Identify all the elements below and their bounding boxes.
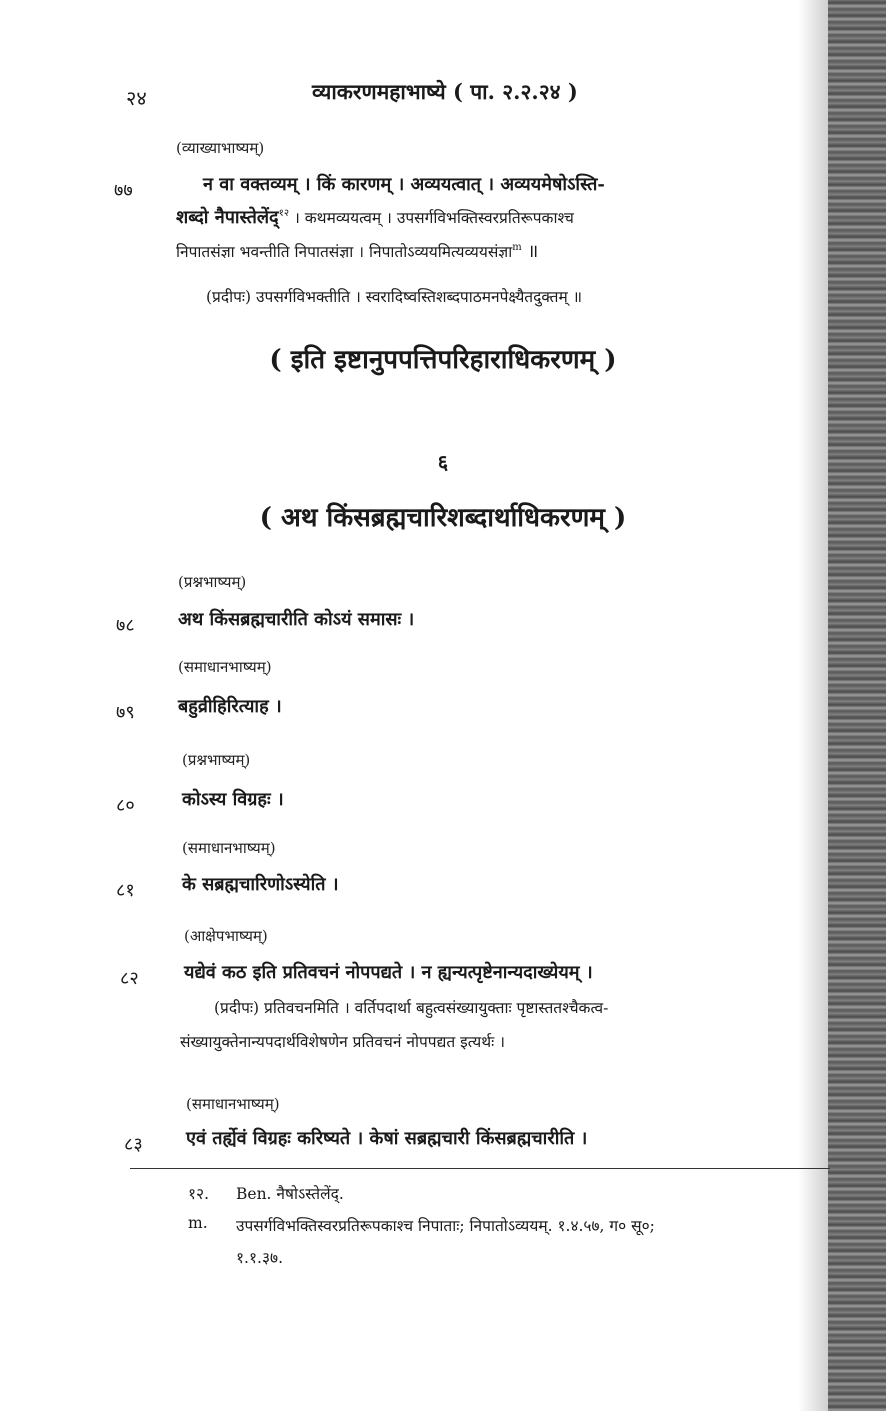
footnote-label: m. — [188, 1214, 208, 1232]
opening-section-title: ( अथ किंसब्रह्मचारिशब्दार्थाधिकरणम् ) — [259, 503, 627, 533]
section-tag: (आक्षेपभाष्यम्) — [184, 927, 268, 945]
paragraph-line: एवं तर्ह्येवं विग्रहः करिष्यते । केषां सब्रह्मचारी किंसब्रह्मचारीति । — [186, 1128, 588, 1149]
text-span: ॥ — [521, 241, 539, 262]
footnote-divider — [130, 1168, 830, 1169]
paragraph-line: यद्येवं कठ इति प्रतिवचनं नोपपद्यते । न ह्यन्यत्पृष्टेनान्यदाख्येयम् । — [184, 962, 593, 983]
pradipa-commentary: संख्यायुक्तेनान्यपदार्थविशेषणेन प्रतिवचनं नोपपद्यत इत्यर्थः । — [180, 1033, 506, 1051]
section-tag: (प्रश्नभाष्यम्) — [178, 573, 247, 591]
pradipa-commentary: (प्रदीपः) प्रतिवचनमिति । वर्तिपदार्था बहुत्वसंख्यायुक्ताः पृष्टास्ततश्चैकत्व- — [214, 999, 609, 1017]
footnote-ref: m — [512, 242, 522, 253]
section-tag: (व्याख्याभाष्यम्) — [176, 139, 265, 157]
text-span: शब्दो नैपास्तेलेंद् — [176, 207, 279, 228]
paragraph-line — [176, 239, 538, 263]
footnote-ref: १२ — [278, 208, 290, 219]
footnote-label: १२. — [188, 1185, 210, 1203]
section-tag: (समाधानभाष्यम्) — [186, 1095, 280, 1113]
paragraph-number: ७७ — [114, 180, 133, 201]
paragraph-line: कोऽस्य विग्रहः । — [182, 789, 284, 810]
footnote-text: १.१.३७. — [236, 1249, 284, 1267]
paragraph-number: ७९ — [116, 702, 135, 723]
paragraph-line — [176, 205, 574, 229]
paragraph-number: ८३ — [124, 1134, 143, 1155]
section-tag: (समाधानभाष्यम्) — [178, 658, 272, 676]
paragraph-number: ८२ — [120, 968, 139, 989]
footnote-text: Ben. नैषोऽस्तेलेंद्. — [236, 1185, 344, 1203]
paragraph-number: ८१ — [116, 880, 135, 901]
text-span: निपातसंज्ञा भवन्तीति निपातसंज्ञा । निपातोऽव्ययमित्यव्ययसंज्ञा — [176, 243, 513, 261]
page-edge-fade — [798, 0, 828, 1411]
paragraph-line: अथ किंसब्रह्मचारीति कोऽयं समासः । — [178, 609, 415, 630]
section-tag: (प्रश्नभाष्यम्) — [182, 751, 251, 769]
section-number: ६ — [437, 450, 449, 474]
running-title: व्याकरणमहाभाष्ये ( पा. २.२.२४ ) — [312, 79, 578, 104]
paragraph-number: ७८ — [116, 615, 135, 636]
paragraph-line: न वा वक्तव्यम् । किं कारणम् । अव्ययत्वात् । अव्ययमेषोऽस्ति- — [203, 174, 605, 195]
section-tag: (समाधानभाष्यम्) — [182, 839, 276, 857]
paragraph-line: के सब्रह्मचारिणोऽस्येति । — [182, 874, 339, 895]
paragraph-number: ८० — [116, 795, 135, 816]
paragraph-line: बहुव्रीहिरित्याह । — [178, 696, 282, 717]
footnote-text: उपसर्गविभक्तिस्वरप्रतिरूपकाश्च निपाताः; निपातोऽव्ययम्. १.४.५७, ग० सू०; — [236, 1217, 655, 1235]
closing-section-title: ( इति इष्टानुपपत्तिपरिहाराधिकरणम् ) — [269, 345, 617, 375]
page-edge-shadow — [828, 0, 886, 1411]
page-number: २४ — [126, 86, 147, 110]
text-span: । कथमव्ययत्वम् । उपसर्गविभक्तिस्वरप्रतिरूपकाश्च — [289, 209, 574, 227]
pradipa-commentary: (प्रदीपः) उपसर्गविभक्तीति । स्वरादिष्वस्तिशब्दपाठमनपेक्ष्यैतदुक्तम् ॥ — [206, 288, 582, 306]
